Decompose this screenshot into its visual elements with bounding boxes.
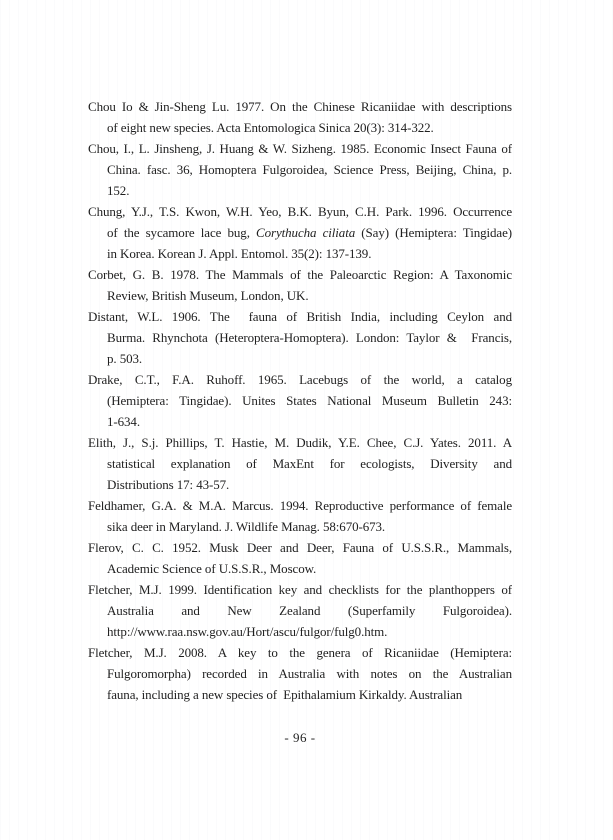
reference-entry	[88, 264, 512, 306]
text-segment: Review, British Museum, London, UK.	[107, 288, 309, 303]
text-segment: p. 503.	[107, 351, 143, 366]
reference-line	[88, 432, 512, 453]
text-segment: http://www.raa.nsw.gov.au/Hort/ascu/fulgor/fulg0.htm.	[107, 624, 388, 639]
text-segment: Fulgoromorpha) recorded in Australia with notes on the Australian	[107, 666, 512, 681]
reference-line	[88, 138, 512, 159]
text-segment: Fletcher, M.J. 2008. A key to the genera of Ricaniidae (Hemiptera:	[88, 645, 512, 660]
reference-line	[88, 411, 512, 432]
reference-line	[88, 495, 512, 516]
reference-line	[88, 453, 512, 474]
text-segment: fauna, including a new species of Epithalamium Kirkaldy. Australian	[107, 687, 463, 702]
text-segment: Burma. Rhynchota (Heteroptera-Homoptera). London: Taylor & Francis,	[107, 330, 512, 345]
reference-line	[88, 642, 512, 663]
text-segment: Chou Io & Jin-Sheng Lu. 1977. On the Chinese Ricaniidae with descriptions	[88, 99, 512, 114]
reference-line	[88, 201, 512, 222]
text-segment: China. fasc. 36, Homoptera Fulgoroidea, Science Press, Beijing, China, p.	[107, 162, 512, 177]
reference-line	[88, 684, 512, 705]
text-segment: Corbet, G. B. 1978. The Mammals of the Paleoarctic Region: A Taxonomic	[88, 267, 512, 282]
reference-entry	[88, 495, 512, 537]
reference-entry	[88, 579, 512, 642]
text-segment: Distributions 17: 43-57.	[107, 477, 230, 492]
reference-line	[88, 348, 512, 369]
reference-line	[88, 621, 512, 642]
text-segment: statistical explanation of MaxEnt for ecologists, Diversity and	[107, 456, 512, 471]
reference-line	[88, 159, 512, 180]
text-segment: (Hemiptera: Tingidae). Unites States National Museum Bulletin 243:	[107, 393, 512, 408]
reference-entry	[88, 138, 512, 201]
reference-line	[88, 537, 512, 558]
text-segment: of the sycamore lace bug,	[107, 225, 257, 240]
reference-line	[88, 306, 512, 327]
text-segment: Fletcher, M.J. 1999. Identification key and checklists for the planthoppers of	[88, 582, 512, 597]
text-segment: Distant, W.L. 1906. The fauna of British India, including Ceylon and	[88, 309, 512, 324]
reference-line	[88, 390, 512, 411]
text-segment: Drake, C.T., F.A. Ruhoff. 1965. Lacebugs of the world, a catalog	[88, 372, 512, 387]
reference-entry	[88, 306, 512, 369]
text-segment: sika deer in Maryland. J. Wildlife Manag. 58:670-673.	[107, 519, 386, 534]
text-segment: Chou, I., L. Jinsheng, J. Huang & W. Sizheng. 1985. Economic Insect Fauna of	[88, 141, 512, 156]
reference-entry	[88, 642, 512, 705]
reference-line	[88, 579, 512, 600]
reference-entry	[88, 432, 512, 495]
text-segment: (Say) (Hemiptera: Tingidae)	[355, 225, 512, 240]
reference-line	[88, 558, 512, 579]
reference-line	[88, 285, 512, 306]
text-segment: Academic Science of U.S.S.R., Moscow.	[107, 561, 317, 576]
text-segment: Feldhamer, G.A. & M.A. Marcus. 1994. Reproductive performance of female	[88, 498, 512, 513]
reference-line	[88, 663, 512, 684]
text-segment: Chung, Y.J., T.S. Kwon, W.H. Yeo, B.K. Byun, C.H. Park. 1996. Occurrence	[88, 204, 512, 219]
reference-line	[88, 96, 512, 117]
text-segment: in Korea. Korean J. Appl. Entomol. 35(2): 137-139.	[107, 246, 372, 261]
reference-entry	[88, 201, 512, 264]
reference-line	[88, 474, 512, 495]
text-segment: 152.	[107, 183, 130, 198]
reference-line	[88, 516, 512, 537]
reference-entry	[88, 96, 512, 138]
species-name-italic: Corythucha ciliata	[256, 225, 356, 240]
reference-line	[88, 327, 512, 348]
reference-line	[88, 264, 512, 285]
reference-line	[88, 369, 512, 390]
reference-line	[88, 180, 512, 201]
text-segment: Flerov, C. C. 1952. Musk Deer and Deer, Fauna of U.S.S.R., Mammals,	[88, 540, 512, 555]
references-list	[88, 96, 512, 705]
reference-line	[88, 243, 512, 264]
reference-line	[88, 222, 512, 243]
reference-line	[88, 117, 512, 138]
text-segment: Australia and New Zealand (Superfamily Fulgoroidea).	[107, 603, 512, 618]
text-segment: Elith, J., S.j. Phillips, T. Hastie, M. Dudik, Y.E. Chee, C.J. Yates. 2011. A	[88, 435, 512, 450]
text-segment: of eight new species. Acta Entomologica Sinica 20(3): 314-322.	[107, 120, 434, 135]
reference-entry	[88, 537, 512, 579]
page-number: - 96 -	[284, 730, 316, 745]
reference-entry	[88, 369, 512, 432]
text-segment: 1-634.	[107, 414, 140, 429]
reference-line	[88, 600, 512, 621]
